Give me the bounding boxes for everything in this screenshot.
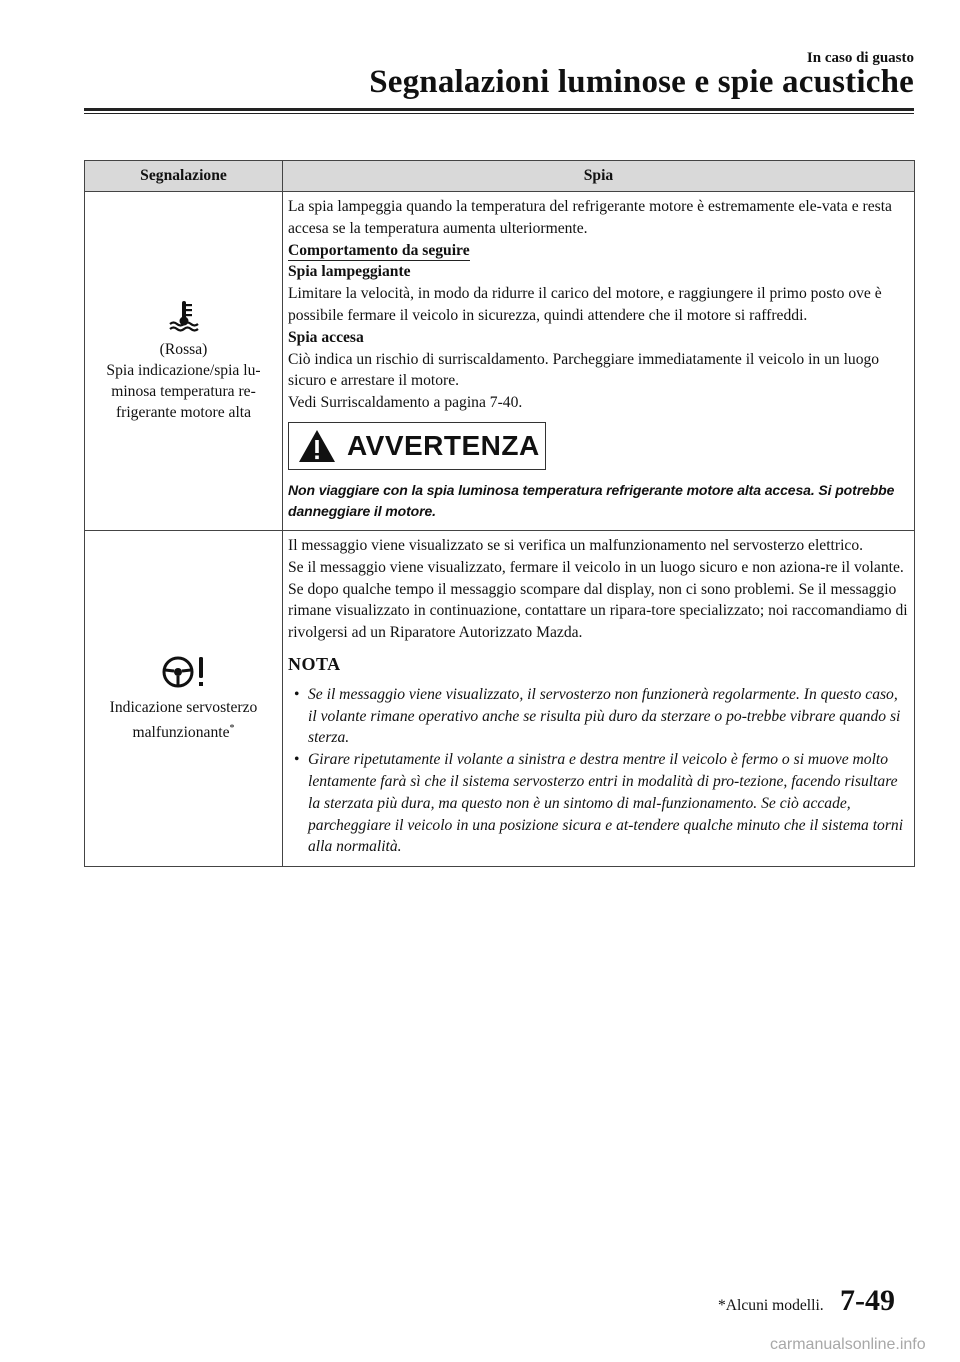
header-rule — [84, 108, 914, 111]
see-reference-text: Vedi Surriscaldamento a pagina 7-40. — [288, 394, 523, 412]
behavior-heading: Comportamento da seguire — [288, 241, 470, 259]
para-text: Il messaggio viene visualizzato se si verifica un malfunzionamento nel servosterzo elettrico. — [288, 536, 864, 554]
description-cell — [283, 530, 915, 866]
warning-text: Non viaggiare con la spia luminosa temperatura refrigerante motore alta accesa. Si potrebbe danneggiare il motore. — [288, 481, 895, 519]
page-title: Segnalazioni luminose e spie acustiche — [369, 64, 914, 100]
page-number: 7-49 — [840, 1284, 895, 1317]
section-label: In caso di guasto — [806, 50, 914, 66]
nota-list — [288, 684, 909, 858]
column-header-signal: Segnalazione — [85, 161, 283, 192]
coolant-temperature-icon — [167, 299, 201, 333]
signal-cell — [85, 192, 283, 531]
signal-cell — [85, 530, 283, 866]
para-text: Se il messaggio viene visualizzato, fermare il veicolo in un luogo sicuro e non aziona-re il volante. Se dopo qualche tempo il messaggio scompare dal display, non ci sono problemi. Se il messaggio rimane visualizzato in continuazione, contattare un ripara-tore specializzato; noi raccomandiamo di rivolgersi ad un Riparatore Autorizzato Mazda. — [288, 558, 908, 642]
on-heading: Spia accesa — [288, 328, 364, 346]
intro-text: La spia lampeggia quando la temperatura del refrigerante motore è estremamente ele-vata e resta accesa se la temperatura aumenta ulteriormente. — [288, 198, 892, 237]
signal-name-line: minosa temperatura re- — [111, 382, 256, 400]
table-row — [85, 192, 915, 531]
model-footnote-mark: * — [229, 723, 235, 735]
signal-name-line: Indicazione servosterzo — [109, 699, 258, 717]
list-item: • Se il messaggio viene visualizzato, il servosterzo non funzionerà regolarmente. In questo caso, il volante rimane operativo anche se risulta più duro da sterzare o po-trebbe vibrare quando si sterza. — [308, 684, 909, 749]
steering-wheel-warning-icon — [161, 653, 207, 691]
signal-name-line: frigerante motore alta — [115, 403, 252, 421]
table-row — [85, 530, 915, 866]
signal-name-text: malfunzionante — [132, 724, 230, 742]
flash-text: Limitare la velocità, in modo da ridurre il carico del motore, e raggiungere il primo posto ove è possibile fermare il veicolo in sicurezza, quindi attendere che il motore si raffreddi. — [288, 285, 882, 324]
list-item: • Girare ripetutamente il volante a sinistra e destra mentre il veicolo è fermo o si muove molto lentamente farà sì che il sistema servosterzo entri in modalità di pro-tezione, facendo risultare la sterzata più dura, ma questo non è un sintomo di mal-funzionamento. Se ciò accade, parcheggiare il veicolo in una posizione sicura e at-tendere qualche minuto che il sistema torni alla normalità. — [308, 749, 909, 858]
description-cell — [283, 192, 915, 531]
watermark-text: carmanualsonline.info — [770, 1336, 926, 1353]
flash-heading: Spia lampeggiante — [288, 263, 411, 281]
on-text: Ciò indica un rischio di surriscaldamento. Parcheggiare immediatamente il veicolo in un luogo sicuro e arrestare il motore. — [288, 350, 880, 390]
signal-name-line: Spia indicazione/spia lu- — [106, 361, 261, 379]
table-header-row — [85, 161, 915, 192]
nota-heading: NOTA — [288, 653, 341, 674]
footnote-text: *Alcuni modelli. — [718, 1297, 824, 1314]
signal-name-line — [89, 718, 278, 743]
column-header-spia: Spia — [283, 161, 915, 192]
header-rule-thin — [84, 113, 914, 114]
warning-box — [288, 422, 546, 470]
warning-triangle-icon — [297, 428, 337, 464]
signal-color: (Rossa) — [159, 340, 208, 358]
warning-label: AVVERTENZA — [347, 430, 540, 462]
warning-lights-table — [84, 160, 915, 867]
